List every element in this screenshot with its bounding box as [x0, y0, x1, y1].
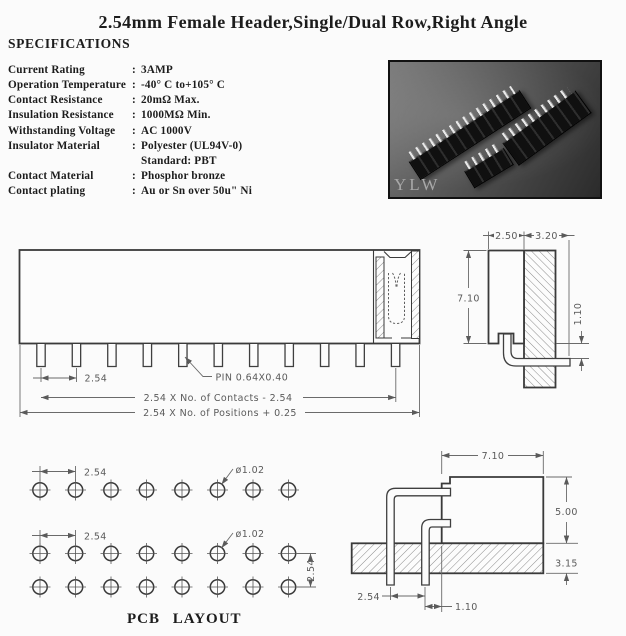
- front-pitch-dimension: [33, 368, 107, 385]
- pcb-hole-crosshair: [65, 577, 86, 598]
- pcb-hole-crosshair: [136, 480, 157, 501]
- dim-label-320: 3.20: [535, 231, 558, 242]
- spec-label: Contact plating: [8, 185, 86, 198]
- header-pin: [143, 344, 151, 367]
- pcb-hole-crosshair: [207, 480, 228, 501]
- spec-separator: :: [132, 109, 136, 122]
- pcb-layout-drawing: [30, 465, 318, 627]
- dim-label-110b: 1.10: [455, 602, 478, 613]
- header-pin: [356, 344, 364, 367]
- pcb-hole-crosshair: [243, 577, 264, 598]
- dim-label-pcb-pitch-2: 2.54: [84, 531, 107, 543]
- header-pin: [108, 344, 116, 367]
- spec-separator: :: [132, 139, 136, 152]
- header-pin: [72, 344, 80, 367]
- spec-separator: :: [132, 79, 136, 92]
- spec-row: [8, 139, 378, 154]
- spec-row: [8, 63, 378, 78]
- dim-label-depth: 7.10: [481, 451, 505, 462]
- specifications-heading: SPECIFICATIONS: [8, 36, 131, 51]
- header-pin: [391, 344, 399, 367]
- spec-separator: :: [132, 94, 136, 107]
- front-view-pins: [37, 344, 400, 367]
- dim-label-positions: 2.54 X No. of Positions + 0.25: [143, 408, 297, 419]
- dim-label-pcb-hole-2: ø1.02: [235, 529, 265, 540]
- pcb-layout-caption: PCB LAYOUT: [127, 611, 242, 627]
- spec-value: 3AMP: [141, 64, 173, 76]
- dim-label-pcb-pitch-1: 2.54: [84, 467, 107, 479]
- spec-label: [8, 154, 132, 169]
- pcb-hole-crosshair: [172, 480, 193, 501]
- mounted-pitch-dimension: [357, 587, 425, 610]
- spec-label: Insulation Resistance: [8, 109, 114, 122]
- dim-label-pcb-row-pitch: 2.54: [306, 559, 317, 582]
- spec-separator: [132, 154, 141, 169]
- pcb-hole-crosshair: [278, 480, 299, 501]
- dim-label-250: 2.50: [495, 231, 518, 242]
- spec-value: Polyester (UL94V-0): [141, 139, 243, 152]
- pcb-hole-crosshair: [243, 480, 264, 501]
- spec-row: [8, 78, 378, 93]
- dim-label-254: 2.54: [357, 592, 380, 603]
- dim-label-315: 3.15: [555, 558, 578, 570]
- dim-label-contacts: 2.54 X No. of Contacts - 2.54: [143, 393, 293, 404]
- connector-image-small: [464, 148, 514, 189]
- dim-label-500: 5.00: [555, 507, 578, 518]
- pcb-hole-crosshair: [101, 577, 122, 598]
- page-title: 2.54mm Female Header,Single/Dual Row,Right Angle: [98, 12, 528, 32]
- header-pin: [320, 344, 328, 367]
- spec-value: 1000MΩ Min.: [141, 109, 211, 122]
- spec-row: [8, 184, 378, 199]
- header-pin: [214, 344, 222, 367]
- front-pin-leader: [185, 357, 288, 384]
- pcb-hole-crosshair: [101, 543, 122, 564]
- product-photo: [388, 60, 602, 199]
- specifications-table: [8, 63, 378, 199]
- pcb-hole-crosshair: [172, 543, 193, 564]
- side-view-drawing: [457, 230, 589, 388]
- pcb-hole-crosshair: [172, 577, 193, 598]
- pcb-hole-crosshair: [207, 577, 228, 598]
- mounted-depth-dimension: [442, 451, 544, 474]
- spec-row: [8, 154, 378, 169]
- spec-separator: :: [132, 169, 136, 182]
- dim-label-pcb-hole-1: ø1.02: [235, 465, 265, 476]
- pcb-hole-crosshair: [30, 577, 51, 598]
- pcb-hole-crosshair: [136, 577, 157, 598]
- pcb-hole-crosshair: [65, 543, 86, 564]
- spec-label: Current Rating: [8, 64, 85, 76]
- spec-value: -40° C to+105° C: [141, 79, 226, 92]
- spec-separator: :: [132, 185, 136, 198]
- watermark: YLW: [394, 175, 441, 194]
- spec-label: Contact Resistance: [8, 94, 103, 107]
- header-pin: [179, 344, 187, 367]
- front-view-drawing: [20, 250, 420, 419]
- pcb-hole-crosshair: [30, 543, 51, 564]
- spec-label: Withstanding Voltage: [8, 124, 116, 137]
- header-pin: [285, 344, 293, 367]
- mounted-view-drawing: [352, 451, 580, 613]
- pcb-single-row-dims: [32, 465, 264, 485]
- dim-label-110: 1.10: [573, 302, 584, 326]
- spec-row: [8, 124, 378, 139]
- spec-value: AC 1000V: [141, 124, 193, 137]
- spec-value: Phosphor bronze: [141, 169, 226, 182]
- pcb-hole-crosshair: [243, 543, 264, 564]
- spec-row: [8, 108, 378, 123]
- spec-separator: :: [132, 64, 136, 76]
- dim-label-pitch: 2.54: [84, 373, 108, 385]
- pcb-hole-crosshair: [278, 577, 299, 598]
- technical-drawings: [0, 228, 626, 636]
- pcb-hole-crosshair: [101, 480, 122, 501]
- pcb-hole-crosshair: [65, 480, 86, 501]
- dim-label-710: 7.10: [457, 293, 480, 305]
- pcb-hole-crosshair: [30, 480, 51, 501]
- spec-separator: :: [132, 124, 136, 137]
- spec-label: Contact Material: [8, 169, 94, 182]
- header-pin: [250, 344, 258, 367]
- header-pin: [37, 344, 45, 367]
- spec-value: 20mΩ Max.: [141, 94, 200, 107]
- pcb-hole-crosshair: [136, 543, 157, 564]
- spec-label: Insulator Material: [8, 139, 100, 152]
- spec-label: Operation Temperature: [8, 79, 127, 92]
- dim-label-pin-size: PIN 0.64X0.40: [215, 372, 289, 384]
- spec-row: [8, 169, 378, 184]
- spec-row: [8, 93, 378, 108]
- side-height-dimension: [457, 251, 486, 344]
- spec-value: Au or Sn over 50u" Ni: [141, 185, 253, 198]
- pcb-hole-crosshair: [278, 543, 299, 564]
- pcb-hole-crosshair: [207, 543, 228, 564]
- mounted-height-dimension: [546, 477, 580, 585]
- spec-value: Standard: PBT: [141, 154, 217, 167]
